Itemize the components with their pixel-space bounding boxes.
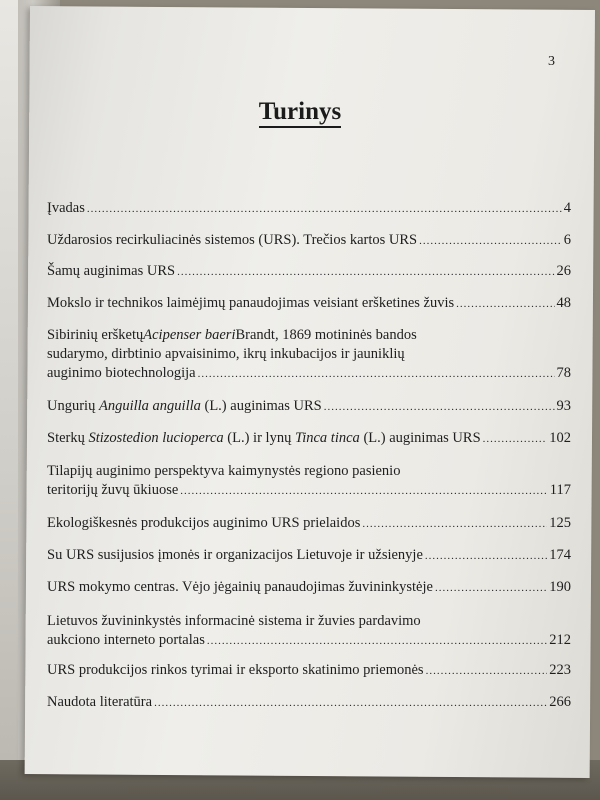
toc-entry-page: 78 bbox=[556, 365, 571, 381]
toc-entry bbox=[47, 514, 571, 534]
dot-leader bbox=[419, 232, 562, 251]
dot-leader bbox=[207, 632, 547, 651]
toc-entry-page: 174 bbox=[549, 547, 571, 563]
toc-entry bbox=[47, 693, 571, 713]
toc-entry bbox=[47, 546, 571, 566]
toc-entry bbox=[47, 429, 571, 449]
toc-entry-page: 48 bbox=[556, 295, 571, 311]
toc-entry-page: 190 bbox=[549, 579, 571, 595]
toc-entry bbox=[47, 262, 571, 282]
toc-entry bbox=[47, 578, 571, 598]
toc-entry-page: 93 bbox=[556, 398, 571, 414]
toc-entry-page: 26 bbox=[556, 263, 571, 279]
toc-entry bbox=[47, 326, 571, 384]
toc-entry-page: 266 bbox=[549, 694, 571, 710]
toc-entry-page: 212 bbox=[549, 632, 571, 648]
toc-entry-title: URS mokymo centras. Vėjo jėgainių panaudojimas žuvininkystėje bbox=[47, 579, 433, 595]
toc-entry bbox=[47, 294, 571, 314]
dot-leader bbox=[456, 295, 554, 314]
toc-entry-title-continued: auginimo biotechnologija bbox=[47, 365, 196, 381]
toc-entry-title: Su URS susijusios įmonės ir organizacijos Lietuvoje ir užsienyje bbox=[47, 547, 423, 563]
toc-entry-page: 6 bbox=[563, 232, 571, 248]
toc-entry bbox=[47, 231, 571, 251]
toc-entry-title: Mokslo ir technikos laimėjimų panaudojimas veisiant eršketines žuvis bbox=[47, 295, 455, 311]
toc-entry-title: Ekologiškesnės produkcijos auginimo URS prielaidos bbox=[47, 515, 361, 531]
dot-leader bbox=[435, 579, 547, 598]
dot-leader bbox=[362, 515, 547, 534]
page-number: 3 bbox=[548, 54, 555, 69]
dot-leader bbox=[426, 662, 548, 681]
dot-leader bbox=[324, 398, 555, 417]
toc-entry bbox=[47, 661, 571, 681]
toc-entry bbox=[47, 612, 571, 651]
toc-entry-title: Šamų auginimas URS bbox=[47, 263, 176, 279]
toc-entry-title: Tilapijų auginimo perspektyva kaimynystės regiono pasienio bbox=[47, 463, 401, 479]
toc-entry-page: 223 bbox=[549, 662, 571, 678]
dot-leader bbox=[483, 430, 548, 449]
toc-entry bbox=[47, 462, 571, 501]
toc-entry-title: URS produkcijos rinkos tyrimai ir eksporto skatinimo priemonės bbox=[47, 662, 424, 678]
dot-leader bbox=[425, 547, 547, 566]
toc-entry-title-continued: sudarymo, dirbtinio apvaisinimo, ikrų inkubacijos ir jauniklių bbox=[47, 346, 405, 362]
toc-entry-title: Sibirinių eršketų Acipenser baeri Brandt, 1869 motininės bandos bbox=[47, 327, 417, 343]
toc-entry-page: 117 bbox=[549, 482, 571, 498]
toc-entry bbox=[47, 397, 571, 417]
dot-leader bbox=[198, 365, 555, 384]
toc-entry-page: 4 bbox=[563, 200, 571, 216]
dot-leader bbox=[177, 263, 554, 282]
dot-leader bbox=[87, 200, 562, 219]
toc-entry-page: 102 bbox=[549, 430, 571, 446]
toc-entry-title-continued: aukciono interneto portalas bbox=[47, 632, 205, 648]
dot-leader bbox=[180, 482, 548, 501]
toc-entry-title: Lietuvos žuvininkystės informacinė sistema ir žuvies pardavimo bbox=[47, 613, 421, 629]
page-title-text: Turinys bbox=[259, 98, 341, 128]
toc-entry-title-continued: teritorijų žuvų ūkiuose bbox=[47, 482, 179, 498]
toc-entry-title: Įvadas bbox=[47, 200, 85, 216]
toc-entry-title: Uždarosios recirkuliacinės sistemos (URS). Trečios kartos URS bbox=[47, 232, 418, 248]
toc-entry-title: Ungurių Anguilla anguilla (L.) auginimas URS bbox=[47, 398, 322, 414]
toc-entry-title: Sterkų Stizostedion lucioperca (L.) ir lynų Tinca tinca (L.) auginimas URS bbox=[47, 430, 481, 446]
toc-entry-page: 125 bbox=[549, 515, 571, 531]
toc-entry-title: Naudota literatūra bbox=[47, 694, 153, 710]
dot-leader bbox=[154, 694, 547, 713]
toc-entry bbox=[47, 199, 571, 219]
